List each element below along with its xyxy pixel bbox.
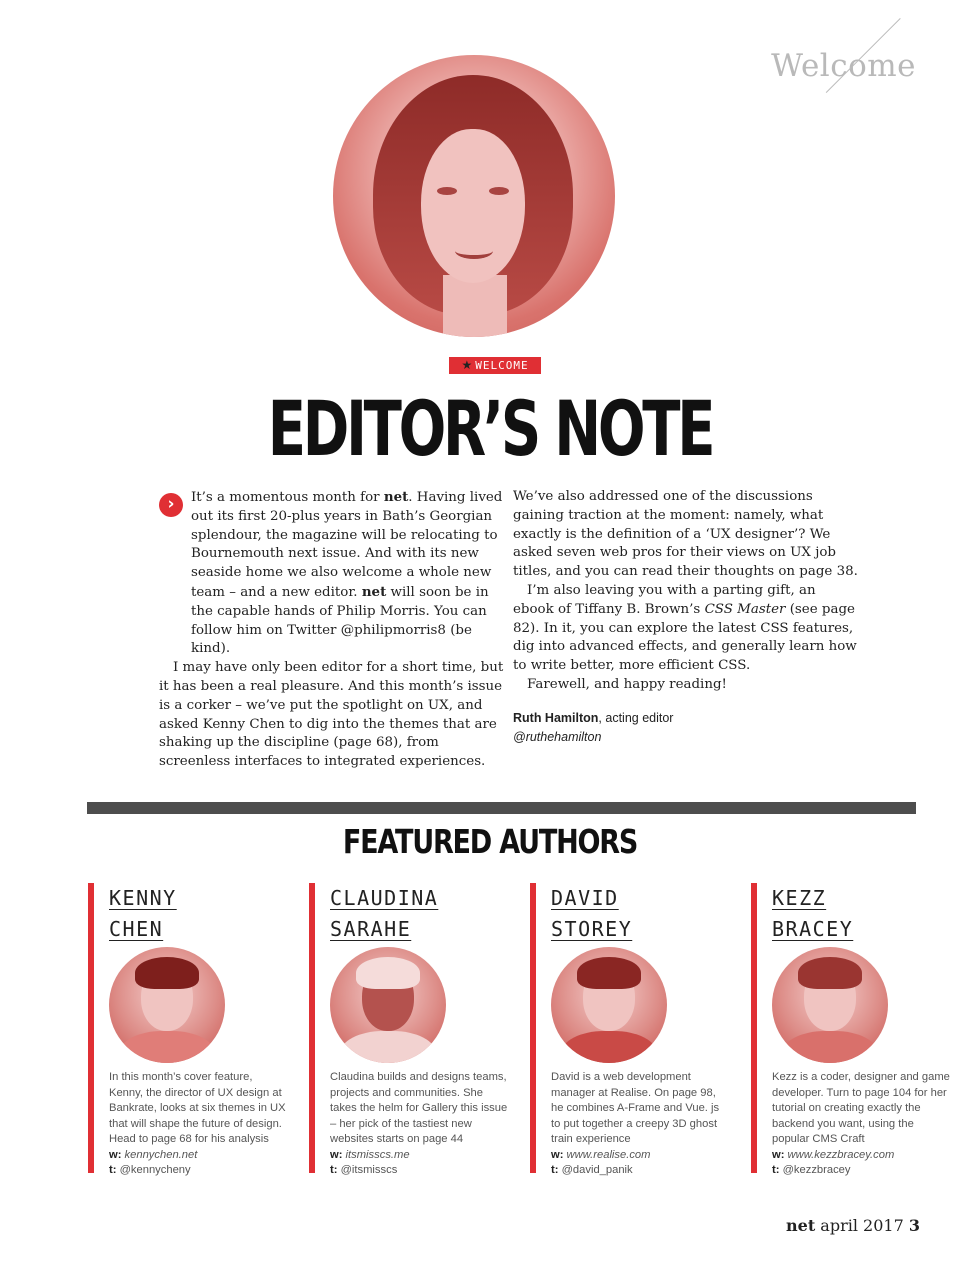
star-icon: ★ <box>461 358 474 372</box>
author-name: KENNY CHEN <box>109 886 177 941</box>
signature-name: Ruth Hamilton <box>513 710 599 725</box>
body-column-left <box>159 488 504 772</box>
author-card <box>530 883 730 1183</box>
author-card <box>751 883 951 1183</box>
author-card <box>309 883 509 1183</box>
author-name: CLAUDINA SARAHE <box>330 886 439 941</box>
footer-issue: april 2017 <box>820 1216 904 1235</box>
section-divider <box>87 802 916 814</box>
author-name: DAVID STOREY <box>551 886 633 941</box>
signature-handle: @ruthehamilton <box>513 729 602 744</box>
paragraph: We’ve also addressed one of the discussions gaining traction at the moment: namely, what exactly is the definition of a ‘UX designer’? We asked seven web pros for their views on UX job titles, and you can read their thoughts on page 38. <box>513 489 858 580</box>
author-photo <box>772 947 888 1063</box>
footer-brand: net <box>786 1216 816 1235</box>
author-bio: David is a web development manager at Realise. On page 98, he combines A-Frame and Vue. js to put together a creepy 3D ghost train experience w: www.realise.com t: @david_panik <box>551 1071 720 1176</box>
paragraph: I may have only been editor for a short time, but it has been a real pleasure. And this month’s issue is a corker – we’ve put the spotlight on UX, and asked Kenny Chen to dig into the themes that are shaking up the discipline (page 68), from screenless interfaces to integrated experiences. <box>159 660 504 770</box>
badge-label: WELCOME <box>475 359 529 372</box>
featured-authors-title: FEATURED AUTHORS <box>342 822 638 861</box>
author-photo <box>330 947 446 1063</box>
author-photo <box>551 947 667 1063</box>
author-bio: Kezz is a coder, designer and game developer. Turn to page 104 for her tutorial on creating exactly the backend you want, using the popular CMS Craft w: www.kezzbracey.com t: @kezzbracey <box>772 1071 950 1176</box>
signature-role: , acting editor <box>598 710 674 725</box>
welcome-badge <box>449 357 541 374</box>
chevron-right-icon: › <box>159 493 183 517</box>
author-name: KEZZ BRACEY <box>772 886 854 941</box>
paragraph: I’m also leaving you with a parting gift, an ebook of Tiffany B. Brown’s CSS Master (see page 82). In it, you can explore the latest CSS features, dig into advanced effects, and generally learn how to write better, more efficient CSS. <box>513 582 857 674</box>
paragraph: Farewell, and happy reading! <box>527 676 727 692</box>
body-column-right <box>513 488 858 747</box>
paragraph: It’s a momentous month for net. Having lived out its first 20-plus years in Bath’s Georgian splendour, the magazine will be relocating to Bournemouth next issue. And with its new seaside home we also welcome a whole new team – and a new editor. net will soon be in the capable hands of Philip Morris. You can follow him on Twitter @philipmorris8 (be kind). <box>191 489 503 657</box>
author-bio: Claudina builds and designs teams, projects and communities. She takes the helm for Gallery this issue – her pick of the tastiest new websites starts on page 44 w: itsmisscs.me t: @itsmisscs <box>330 1071 508 1176</box>
editor-portrait <box>333 55 615 337</box>
author-photo <box>109 947 225 1063</box>
author-bio: In this month’s cover feature, Kenny, the director of UX design at Bankrate, looks at six themes in UX that will shape the future of design. Head to page 68 for his analysis w: kennychen.net t: @kennycheny <box>109 1071 286 1176</box>
page-footer <box>786 1216 920 1235</box>
page-number: 3 <box>908 1216 920 1235</box>
author-card <box>88 883 288 1183</box>
page-title: EDITOR’S NOTE <box>267 384 713 473</box>
signature <box>513 709 858 747</box>
section-label: Welcome <box>771 48 916 84</box>
